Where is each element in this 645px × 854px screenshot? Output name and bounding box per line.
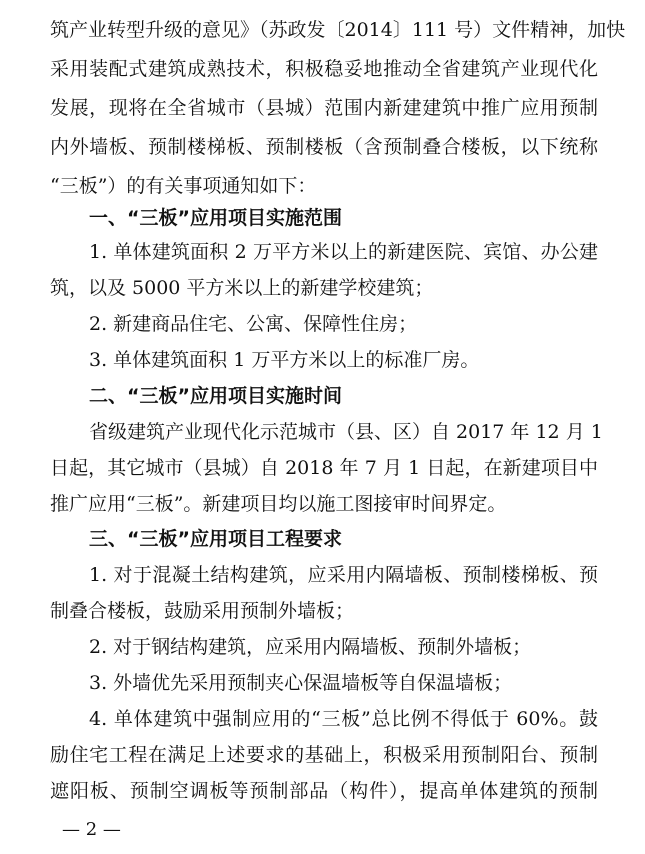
section-3-item-3: 3. 外墙优先采用预制夹心保温墙板等自保温墙板； bbox=[89, 672, 513, 694]
intro-line-3: 发展，现将在全省城市（县城）范围内新建建筑中推广应用预制 bbox=[50, 97, 598, 119]
section-1-item-1-line-1: 1. 单体建筑面积 2 万平方米以上的新建医院、宾馆、办公建 bbox=[89, 241, 598, 263]
section-2-line-2: 日起，其它城市（县城）自 2018 年 7 月 1 日起，在新建项目中 bbox=[50, 457, 598, 479]
intro-line-5: “三板”）的有关事项通知如下： bbox=[50, 175, 317, 197]
intro-line-1: 筑产业转型升级的意见》（苏政发〔2014〕111 号）文件精神，加快 bbox=[50, 19, 626, 41]
section-3-item-2: 2. 对于钢结构建筑，应采用内隔墙板、预制外墙板； bbox=[89, 636, 532, 658]
section-1-item-1-line-2: 筑，以及 5000 平方米以上的新建学校建筑； bbox=[50, 277, 434, 299]
intro-line-2: 采用装配式建筑成熟技术，积极稳妥地推动全省建筑产业现代化 bbox=[50, 58, 598, 80]
section-3-item-1-line-1: 1. 对于混凝土结构建筑，应采用内隔墙板、预制楼梯板、预 bbox=[89, 564, 598, 586]
section-2-line-3: 推广应用“三板”。新建项目均以施工图接审时间界定。 bbox=[50, 493, 507, 515]
section-3-item-4-line-3: 遮阳板、预制空调板等预制部品（构件），提高单体建筑的预制 bbox=[50, 780, 598, 802]
section-3-item-4-line-1: 4. 单体建筑中强制应用的“三板”总比例不得低于 60%。鼓 bbox=[89, 708, 598, 730]
section-1-heading: 一、“三板”应用项目实施范围 bbox=[89, 207, 342, 229]
intro-line-4: 内外墙板、预制楼梯板、预制楼板（含预制叠合楼板，以下统称 bbox=[50, 136, 598, 158]
section-1-item-3: 3. 单体建筑面积 1 万平方米以上的标准厂房。 bbox=[89, 349, 480, 371]
section-3-item-4-line-2: 励住宅工程在满足上述要求的基础上，积极采用预制阳台、预制 bbox=[50, 744, 598, 766]
section-1-item-2: 2. 新建商品住宅、公寓、保障性住房； bbox=[89, 313, 418, 335]
section-3-item-1-line-2: 制叠合楼板，鼓励采用预制外墙板； bbox=[50, 600, 355, 622]
section-2-line-1: 省级建筑产业现代化示范城市（县、区）自 2017 年 12 月 1 bbox=[89, 421, 603, 443]
section-3-heading: 三、“三板”应用项目工程要求 bbox=[89, 528, 342, 550]
page-number: — 2 — bbox=[62, 819, 121, 840]
section-2-heading: 二、“三板”应用项目实施时间 bbox=[89, 385, 342, 407]
